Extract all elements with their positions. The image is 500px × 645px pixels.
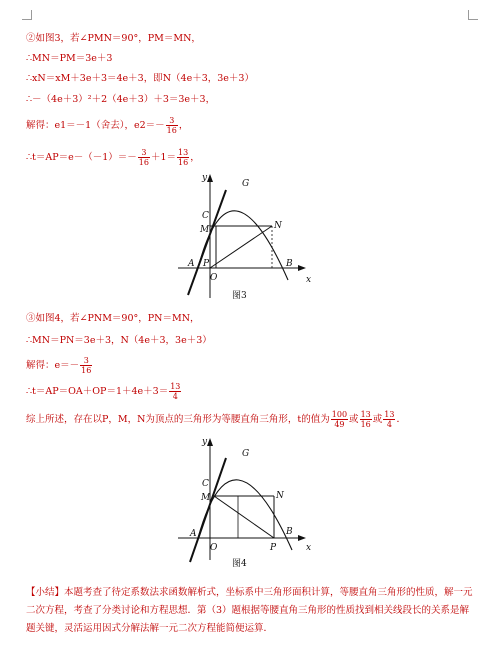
text-line: ∴MN＝PM＝3e＋3: [26, 53, 113, 64]
fraction-denominator: 16: [178, 158, 189, 167]
fraction-numerator: 3: [166, 116, 178, 126]
text-line-e2: 解得：e1＝－1（舍去），e2＝－ $\frac{3}{16}$ ，: [26, 116, 189, 135]
or-word: 或: [349, 414, 359, 425]
fraction-numerator: 13: [360, 410, 371, 419]
line-ac: [190, 458, 226, 562]
minus-sign: －: [155, 120, 165, 131]
page-corner-mark: [468, 10, 478, 20]
segment-mp: [214, 496, 274, 538]
label-p: P: [270, 543, 277, 553]
fraction: [383, 410, 395, 429]
equation-tail: ＋1＝: [150, 152, 177, 163]
label-b: B: [286, 259, 293, 269]
label-o: O: [210, 543, 218, 553]
text-line: ③如图4，若∠PNM＝90°，PN＝MN，: [26, 313, 200, 324]
x-axis-arrow: [298, 265, 306, 271]
or-word: 或: [372, 414, 383, 425]
label-m: M: [200, 225, 210, 235]
fraction: [166, 116, 178, 135]
text-line-summary: 综上所述，存在以P，M，N为顶点的三角形为等腰直角三角形，t的值为 $\frac{100}{49}$ 或 $\frac{13}{16}$ 或 $\frac{13}{4}$ ．: [26, 410, 406, 429]
text-line: ②如图3，若∠PMN＝90°，PM＝MN，: [26, 33, 201, 44]
label-m: M: [201, 493, 211, 503]
fraction-denominator: 16: [166, 126, 177, 135]
figure-caption: 图3: [232, 291, 247, 301]
fraction-denominator: 16: [138, 158, 149, 167]
figure-caption: 图4: [232, 559, 247, 569]
figure-4: [170, 434, 330, 574]
fraction-denominator: 4: [172, 392, 178, 401]
label-o: O: [210, 273, 218, 283]
line-ac: [188, 190, 226, 295]
fraction-numerator: 13: [178, 148, 189, 157]
text-line-t1: ∴t＝AP＝e－（－1）＝－ $\frac{3}{16}$ ＋1＝ $\frac{13}{16}$ ，: [26, 148, 200, 167]
page-corner-mark: [22, 10, 32, 20]
conclusion-paragraph: 【小结】本题考查了待定系数法求函数解析式，坐标系中三角形面积计算，等腰直角三角形的性质，解一元二次方程，考查了分类讨论和方程思想．第（3）题根据等腰直角三角形的性质找到相关线段长的关系是解题关键，灵活运用因式分解法解一元二次方程能简便运算．: [26, 587, 473, 634]
fraction: [80, 356, 92, 375]
label-x: x: [306, 543, 312, 553]
label-a: A: [188, 259, 195, 269]
t-label: ∴t＝AP＝OA＋OP＝1＋4e＋3＝: [26, 386, 169, 397]
label-c: C: [202, 479, 209, 489]
fraction-denominator: 16: [81, 366, 92, 375]
text-line: ∴－（4e＋3）²＋2（4e＋3）＋3＝3e＋3，: [26, 94, 216, 105]
fraction-denominator: 16: [360, 420, 371, 429]
minus-sign: －: [69, 360, 80, 371]
label-g: G: [242, 179, 250, 189]
fraction-numerator: 3: [80, 356, 92, 366]
segment-pn: [210, 226, 272, 268]
solve-label: 解得：e＝: [26, 360, 70, 371]
minus-sign: －: [127, 152, 137, 163]
label-g: G: [242, 449, 250, 459]
label-c: C: [202, 211, 209, 221]
text-line: ∴MN＝PN＝3e＋3，N（4e＋3，3e＋3）: [26, 335, 212, 346]
solve-label: 解得：e1＝－1（舍去），e2＝: [26, 120, 156, 131]
label-x: x: [306, 275, 312, 285]
text-line: ∴xN＝xM＋3e＋3＝4e＋3，即N（4e＋3，3e＋3）: [26, 73, 254, 84]
text-line-t2: [26, 382, 182, 401]
figure-3: [170, 170, 330, 310]
fraction-numerator: 3: [138, 148, 150, 158]
text-line-e3: [26, 356, 93, 375]
y-axis-arrow: [207, 174, 213, 182]
label-n: N: [274, 221, 282, 231]
label-y: y: [202, 173, 208, 183]
fraction-numerator: 13: [384, 410, 395, 419]
fraction-denominator: 4: [386, 420, 392, 429]
y-axis-arrow: [207, 438, 213, 446]
fraction: [138, 148, 150, 167]
label-p: P: [203, 259, 210, 269]
label-n: N: [276, 491, 284, 501]
label-a: A: [190, 529, 197, 539]
fraction-numerator: 100: [331, 410, 348, 419]
fraction-denominator: 49: [334, 420, 345, 429]
fraction: [360, 410, 372, 429]
fraction-numerator: 13: [170, 382, 181, 391]
summary-text: 综上所述，存在以P，M，N为顶点的三角形为等腰直角三角形，t的值为: [26, 414, 330, 425]
fraction: [177, 148, 189, 167]
label-y: y: [202, 437, 208, 447]
fraction: [169, 382, 181, 401]
t-label: ∴t＝AP＝e－（－1）＝: [26, 152, 128, 163]
label-b: B: [286, 527, 293, 537]
fraction: [331, 410, 348, 429]
x-axis-arrow: [298, 535, 306, 541]
